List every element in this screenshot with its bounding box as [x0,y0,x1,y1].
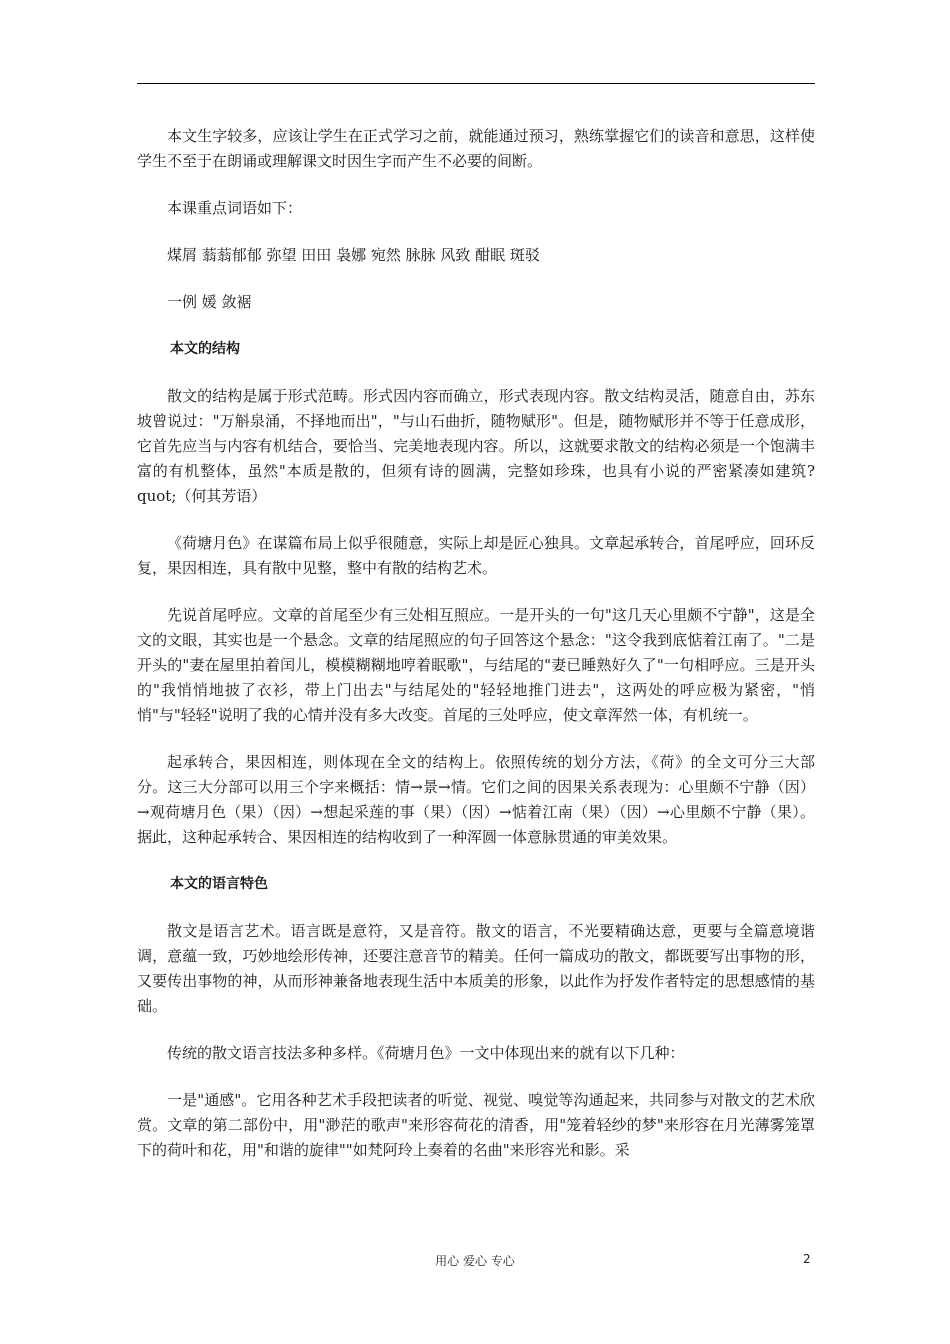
vocabulary-list: 一例 媛 敛裾 [167,293,252,311]
page-number: 2 [803,1252,811,1266]
header-rule [137,83,815,84]
paragraph: 本课重点词语如下： [167,199,303,217]
paragraph: 传统的散文语言技法多种多样。《荷塘月色》一文中体现出来的就有以下几种： [167,1044,685,1062]
section-heading: 本文的结构 [170,341,240,357]
paragraph: 一是"通感"。它用各种艺术手段把读者的听觉、视觉、嗅觉等沟通起来，共同参与对散文的艺术欣赏。文章的第二部份中，用"渺茫的歌声"来形容荷花的清香，用"笼着轻纱的梦"来形容在月光薄雾笼罩下的荷叶和花，用"和谐的旋律""如梵阿玲上奏着的名曲"来形容光和影。采 [137,1091,815,1159]
paragraph: 起承转合，果因相连，则体现在全文的结构上。依照传统的划分方法，《荷》的全文可分三大部分。这三大分部可以用三个字来概括：情→景→情。它们之间的因果关系表现为：心里颇不宁静（因）→观荷塘月色（果）（因）→想起采莲的事（果）（因）→惦着江南（果）（因）→心里颇不宁静（果）。据此，这种起承转合、果因相连的结构收到了一种浑圆一体意脉贯通的审美效果。 [137,753,815,846]
section-heading: 本文的语言特色 [170,876,268,892]
paragraph: 散文的结构是属于形式范畴。形式因内容而确立，形式表现内容。散文结构灵活，随意自由，苏东坡曾说过："万斛泉涌，不择地而出"，"与山石曲折，随物赋形"。但是，随物赋形并不等于任意成形，它首先应当与内容有机结合，要恰当、完美地表现内容。所以，这就要求散文的结构必须是一个饱满丰富的有机整体，虽然"本质是散的，但须有诗的圆满，完整如珍珠，也具有小说的严密紧凑如建筑?quot;（何其芳语） [137,387,815,505]
paragraph: 散文是语言艺术。语言既是意符，又是音符。散文的语言，不光要精确达意，更要与全篇意境谐调，意蕴一致，巧妙地绘形传神，还要注意音节的精美。任何一篇成功的散文，都既要写出事物的形，又要传出事物的神，从而形神兼备地表现生活中本质美的形象，以此作为抒发作者特定的思想感情的基础。 [137,922,815,1015]
document-body [137,124,815,1185]
footer-motto: 用心 爱心 专心 [435,1254,515,1268]
paragraph: 《荷塘月色》在谋篇布局上似乎很随意，实际上却是匠心独具。文章起承转合，首尾呼应，回环反复，果因相连，具有散中见整，整中有散的结构艺术。 [137,534,815,577]
paragraph: 本文生字较多，应该让学生在正式学习之前，就能通过预习，熟练掌握它们的读音和意思，这样使学生不至于在朗诵或理解课文时因生字而产生不必要的间断。 [137,127,815,170]
paragraph: 先说首尾呼应。文章的首尾至少有三处相互照应。一是开头的一句"这几天心里颇不宁静"，这是全文的文眼，其实也是一个悬念。文章的结尾照应的句子回答这个悬念："这令我到底惦着江南了。"二是开头的"妻在屋里拍着闰儿，模模糊糊地哼着眠歌"，与结尾的"妻已睡熟好久了"一句相呼应。三是开头的"我悄悄地披了衣衫，带上门出去"与结尾处的"轻轻地推门进去"，这两处的呼应极为紧密，"悄悄"与"轻轻"说明了我的心情并没有多大改变。首尾的三处呼应，使文章浑然一体，有机统一。 [137,606,815,724]
vocabulary-list: 煤屑 蓊蓊郁郁 弥望 田田 袅娜 宛然 脉脉 风致 酣眠 斑驳 [167,246,540,264]
